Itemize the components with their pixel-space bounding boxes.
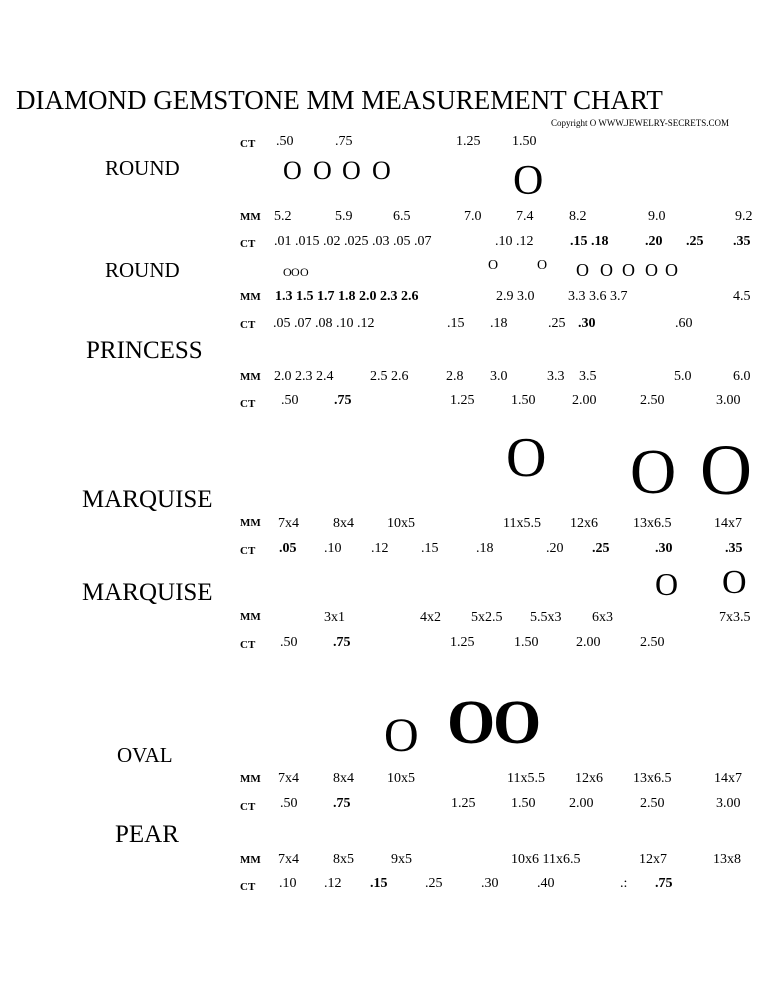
- carat-value: .:: [620, 876, 628, 891]
- carat-value: 2.00: [572, 393, 597, 408]
- diamond-shape-icon: O: [513, 158, 544, 204]
- diamond-shape-icon: O: [291, 265, 300, 279]
- carat-value: .75: [333, 635, 351, 650]
- diamond-shape-icon: O: [506, 427, 547, 489]
- carat-value: .75: [655, 876, 673, 891]
- mm-value: 14x7: [714, 771, 742, 786]
- mm-value: 14x7: [714, 516, 742, 531]
- diamond-shape-icon: O: [447, 689, 496, 757]
- diamond-shape-icon: O: [300, 265, 309, 279]
- mm-value: 7x4: [278, 516, 299, 531]
- carat-value: .15: [447, 316, 465, 331]
- mm-value: 11x5.5: [503, 516, 541, 531]
- diamond-shape-icon: O: [283, 156, 302, 185]
- mm-unit-label: MM: [240, 773, 261, 785]
- carat-value: .25: [548, 316, 566, 331]
- diamond-shape-icon: O: [493, 689, 542, 757]
- mm-value: 6.0: [733, 369, 751, 384]
- carat-value: .12: [324, 876, 342, 891]
- carat-value: .75: [334, 393, 352, 408]
- carat-value: .75: [333, 796, 351, 811]
- mm-unit-label: MM: [240, 854, 261, 866]
- carat-value: .60: [675, 316, 693, 331]
- mm-value: 12x6: [570, 516, 598, 531]
- carat-value: .50: [281, 393, 299, 408]
- ct-unit-label: CT: [240, 398, 256, 410]
- carat-value: 3.00: [716, 796, 741, 811]
- shape-label: PEAR: [115, 821, 179, 848]
- mm-value: 5.5x3: [530, 610, 562, 625]
- mm-value: 7x3.5: [719, 610, 751, 625]
- carat-value: 2.50: [640, 393, 665, 408]
- carat-value: .10 .12: [495, 234, 534, 249]
- ct-unit-label: CT: [240, 138, 256, 150]
- mm-unit-label: MM: [240, 517, 261, 529]
- carat-value: .40: [537, 876, 555, 891]
- mm-unit-label: MM: [240, 291, 261, 303]
- carat-value: .15 .18: [570, 234, 609, 249]
- mm-unit-label: MM: [240, 371, 261, 383]
- chart-title: DIAMOND GEMSTONE MM MEASUREMENT CHART: [16, 85, 663, 115]
- mm-value: 4x2: [420, 610, 441, 625]
- carat-value: .25: [425, 876, 443, 891]
- carat-value: .30: [578, 316, 596, 331]
- carat-value: 1.50: [511, 796, 536, 811]
- carat-value: .30: [481, 876, 499, 891]
- ct-unit-label: CT: [240, 639, 256, 651]
- copyright-note: Copyright O WWW.JEWELRY-SECRETS.COM: [551, 118, 730, 128]
- mm-value: 6x3: [592, 610, 613, 625]
- mm-value: 3.3 3.6 3.7: [568, 289, 628, 304]
- mm-value: 10x5: [387, 771, 415, 786]
- ct-unit-label: CT: [240, 319, 256, 331]
- shape-label: ROUND: [105, 156, 180, 180]
- diamond-shape-icon: O: [537, 258, 548, 273]
- carat-value: .50: [280, 796, 298, 811]
- mm-value: 8x5: [333, 852, 354, 867]
- carat-value: 1.50: [511, 393, 536, 408]
- carat-value: .18: [476, 541, 494, 556]
- mm-unit-label: MM: [240, 211, 261, 223]
- mm-value: 8x4: [333, 516, 354, 531]
- carat-value: 3.00: [716, 393, 741, 408]
- carat-value: 1.25: [450, 393, 475, 408]
- carat-value: 1.25: [451, 796, 476, 811]
- diamond-shape-icon: O: [665, 260, 678, 280]
- mm-value: 10x6 11x6.5: [511, 852, 581, 867]
- mm-value: 8.2: [569, 209, 587, 224]
- mm-value: 9.2: [735, 209, 753, 224]
- ct-unit-label: CT: [240, 238, 256, 250]
- mm-value: 3.3: [547, 369, 565, 384]
- carat-value: .05 .07 .08 .10 .12: [273, 316, 375, 331]
- diamond-shape-icon: O: [313, 156, 332, 185]
- shape-label: MARQUISE: [82, 486, 213, 513]
- carat-value: 2.00: [569, 796, 594, 811]
- ct-unit-label: CT: [240, 801, 256, 813]
- shape-label: MARQUISE: [82, 579, 213, 606]
- diamond-shape-icon: O: [283, 265, 292, 279]
- mm-value: 13x8: [713, 852, 741, 867]
- mm-value: 12x7: [639, 852, 667, 867]
- carat-value: .12: [371, 541, 389, 556]
- mm-value: 2.9 3.0: [496, 289, 535, 304]
- mm-value: 13x6.5: [633, 771, 672, 786]
- diamond-shape-icon: O: [372, 156, 391, 185]
- mm-value: 2.5 2.6: [370, 369, 409, 384]
- mm-value: 8x4: [333, 771, 354, 786]
- carat-value: 1.25: [450, 635, 475, 650]
- mm-value: 7x4: [278, 771, 299, 786]
- carat-value: .15: [370, 876, 388, 891]
- diamond-shape-icon: O: [600, 260, 613, 280]
- diamond-shape-icon: O: [700, 430, 752, 510]
- carat-value: 1.50: [514, 635, 539, 650]
- mm-value: 5x2.5: [471, 610, 503, 625]
- diamond-shape-icon: O: [342, 156, 361, 185]
- mm-value: 7.4: [516, 209, 534, 224]
- mm-value: 10x5: [387, 516, 415, 531]
- diamond-shape-icon: O: [630, 436, 677, 507]
- mm-value: 3.0: [490, 369, 508, 384]
- carat-value: .05: [279, 541, 297, 556]
- carat-value: .35: [725, 541, 743, 556]
- shape-label: PRINCESS: [86, 337, 203, 364]
- mm-unit-label: MM: [240, 611, 261, 623]
- carat-value: 2.50: [640, 635, 665, 650]
- mm-value: 2.8: [446, 369, 464, 384]
- diamond-shape-icon: O: [645, 260, 658, 280]
- mm-value: 3x1: [324, 610, 345, 625]
- mm-value: 9.0: [648, 209, 666, 224]
- carat-value: .10: [324, 541, 342, 556]
- ct-unit-label: CT: [240, 545, 256, 557]
- diamond-shape-icon: O: [655, 566, 679, 602]
- mm-value: 5.2: [274, 209, 292, 224]
- diamond-shape-icon: O: [384, 709, 419, 762]
- carat-value: .30: [655, 541, 673, 556]
- carat-value: .35: [733, 234, 751, 249]
- mm-value: 5.0: [674, 369, 692, 384]
- carat-value: 1.50: [512, 134, 537, 149]
- mm-value: 4.5: [733, 289, 751, 304]
- carat-value: .50: [276, 134, 294, 149]
- carat-value: .01 .015 .02 .025 .03 .05 .07: [274, 234, 432, 249]
- ct-unit-label: CT: [240, 881, 256, 893]
- carat-value: .25: [686, 234, 704, 249]
- diamond-shape-icon: O: [488, 258, 499, 273]
- carat-value: .15: [421, 541, 439, 556]
- carat-value: .75: [335, 134, 353, 149]
- diamond-shape-icon: O: [622, 260, 635, 280]
- mm-value: 12x6: [575, 771, 603, 786]
- carat-value: 1.25: [456, 134, 481, 149]
- mm-value: 3.5: [579, 369, 597, 384]
- mm-value: 5.9: [335, 209, 353, 224]
- carat-value: .10: [279, 876, 297, 891]
- carat-value: .25: [592, 541, 610, 556]
- mm-value: 1.3 1.5 1.7 1.8 2.0 2.3 2.6: [275, 289, 419, 304]
- mm-value: 2.0 2.3 2.4: [274, 369, 334, 384]
- shape-label: OVAL: [117, 743, 173, 767]
- mm-value: 7x4: [278, 852, 299, 867]
- carat-value: 2.50: [640, 796, 665, 811]
- carat-value: .20: [546, 541, 564, 556]
- mm-value: 6.5: [393, 209, 411, 224]
- mm-value: 11x5.5: [507, 771, 545, 786]
- shape-label: ROUND: [105, 258, 180, 282]
- diamond-shape-icon: O: [722, 564, 747, 601]
- carat-value: .20: [645, 234, 663, 249]
- mm-value: 13x6.5: [633, 516, 672, 531]
- carat-value: .50: [280, 635, 298, 650]
- diamond-shape-icon: O: [576, 260, 589, 280]
- carat-value: .18: [490, 316, 508, 331]
- carat-value: 2.00: [576, 635, 601, 650]
- mm-value: 9x5: [391, 852, 412, 867]
- mm-value: 7.0: [464, 209, 482, 224]
